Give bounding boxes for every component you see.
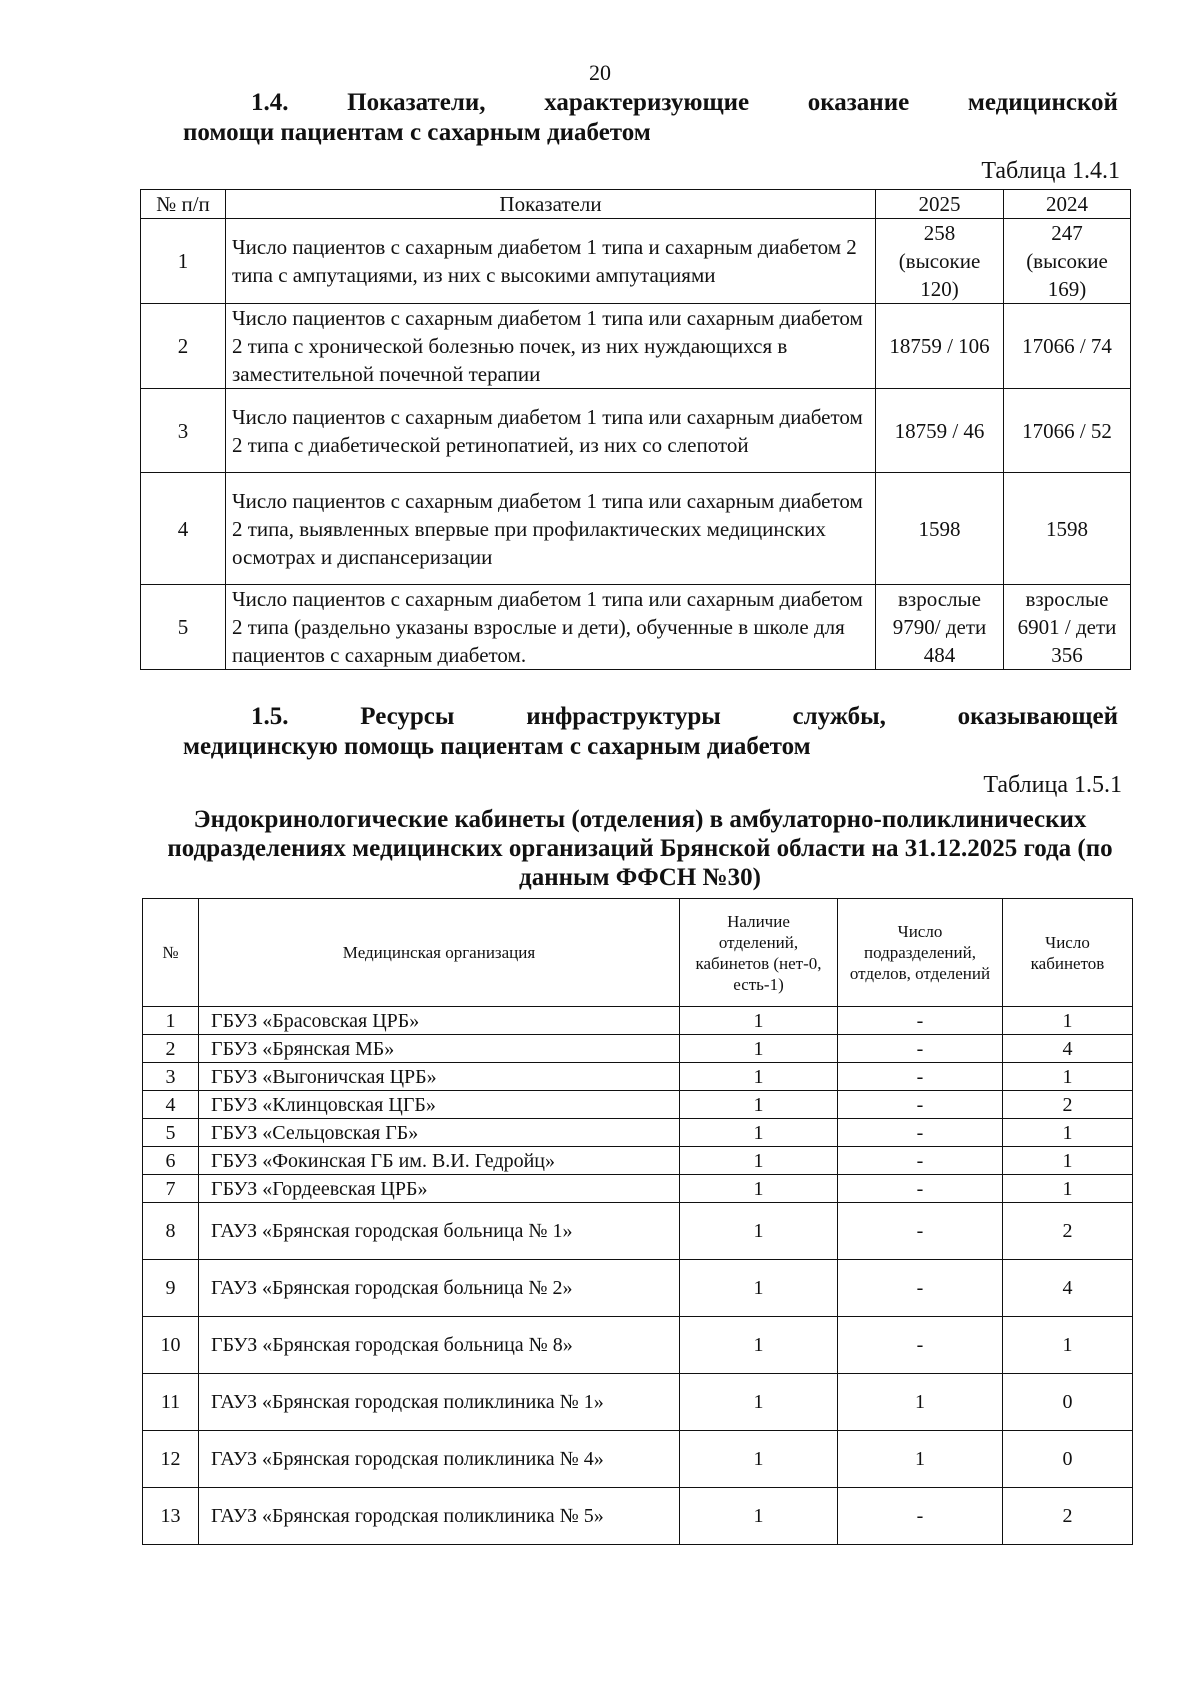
- row-number: 9: [143, 1260, 199, 1317]
- heading-word: характеризующие: [544, 89, 750, 116]
- table-row: [143, 1091, 1133, 1119]
- value-2025: взрослые 9790/ дети 484: [876, 585, 1004, 670]
- row-number: 8: [143, 1203, 199, 1260]
- row-number: 2: [141, 304, 226, 389]
- table-row: [141, 473, 1131, 585]
- table-row: [143, 1203, 1133, 1260]
- cabinets-table: [142, 898, 1133, 1545]
- presence-value: 1: [680, 1317, 838, 1374]
- departments-value: -: [838, 1091, 1003, 1119]
- value-2025: 258 (высокие 120): [876, 219, 1004, 304]
- row-number: 3: [143, 1063, 199, 1091]
- heading-word: службы,: [792, 703, 886, 730]
- table-row: [143, 1035, 1133, 1063]
- departments-value: -: [838, 1035, 1003, 1063]
- row-number: 5: [141, 585, 226, 670]
- presence-value: 1: [680, 1091, 838, 1119]
- table-header-row: [143, 899, 1133, 1007]
- departments-value: -: [838, 1175, 1003, 1203]
- table-title: Эндокринологические кабинеты (отделения) в амбулаторно-поликлинических подразделениях медицинских организаций Брянской области на 31.12.2025 года (по данным ФФСН №30): [167, 806, 1113, 891]
- presence-value: 1: [680, 1260, 838, 1317]
- presence-value: 1: [680, 1431, 838, 1488]
- table-row: [143, 1175, 1133, 1203]
- organization-name: ГАУЗ «Брянская городская поликлиника № 4»: [199, 1431, 680, 1488]
- heading-line-2: помощи пациентам с сахарным диабетом: [183, 119, 651, 146]
- value-2024: 1598: [1004, 473, 1131, 585]
- value-2025: 18759 / 46: [876, 389, 1004, 473]
- organization-name: ГБУЗ «Брянская МБ»: [199, 1035, 680, 1063]
- table-row: [143, 1119, 1133, 1147]
- row-number: 3: [141, 389, 226, 473]
- organization-name: ГАУЗ «Брянская городская больница № 1»: [199, 1203, 680, 1260]
- value-2024: 247 (высокие 169): [1004, 219, 1131, 304]
- table-row: [143, 1317, 1133, 1374]
- header-cell: Показатели: [226, 190, 876, 219]
- presence-value: 1: [680, 1147, 838, 1175]
- row-number: 10: [143, 1317, 199, 1374]
- organization-name: ГАУЗ «Брянская городская поликлиника № 5»: [199, 1488, 680, 1545]
- indicator-text: Число пациентов с сахарным диабетом 1 типа или сахарным диабетом 2 типа (раздельно указаны взрослые и дети), обученные в школе для пациентов с сахарным диабетом.: [226, 585, 876, 670]
- presence-value: 1: [680, 1203, 838, 1260]
- departments-value: -: [838, 1063, 1003, 1091]
- heading-word: оказание: [807, 89, 910, 116]
- row-number: 5: [143, 1119, 199, 1147]
- cabinets-value: 0: [1003, 1431, 1133, 1488]
- organization-name: ГБУЗ «Фокинская ГБ им. В.И. Гедройц»: [199, 1147, 680, 1175]
- value-2025: 18759 / 106: [876, 304, 1004, 389]
- value-2024: 17066 / 52: [1004, 389, 1131, 473]
- cabinets-value: 4: [1003, 1035, 1133, 1063]
- departments-value: -: [838, 1317, 1003, 1374]
- organization-name: ГБУЗ «Брянская городская больница № 8»: [199, 1317, 680, 1374]
- heading-word: 1.4.: [251, 89, 289, 116]
- table-row: [143, 1374, 1133, 1431]
- cabinets-value: 1: [1003, 1119, 1133, 1147]
- cabinets-value: 1: [1003, 1175, 1133, 1203]
- heading-word: Ресурсы: [360, 703, 455, 730]
- table-row: [141, 219, 1131, 304]
- cabinets-value: 0: [1003, 1374, 1133, 1431]
- value-2024: 17066 / 74: [1004, 304, 1131, 389]
- value-2025: 1598: [876, 473, 1004, 585]
- departments-value: 1: [838, 1431, 1003, 1488]
- indicator-text: Число пациентов с сахарным диабетом 1 типа или сахарным диабетом 2 типа, выявленных впервые при профилактических медицинских осмотрах и диспансеризации: [226, 473, 876, 585]
- heading-line-2: медицинскую помощь пациентам с сахарным диабетом: [183, 733, 811, 760]
- header-cell: №: [143, 899, 199, 1007]
- cabinets-value: 2: [1003, 1488, 1133, 1545]
- header-cell: 2025: [876, 190, 1004, 219]
- header-cell: Медицинская организация: [199, 899, 680, 1007]
- section-1-5-heading: [183, 702, 1118, 762]
- heading-word: медицинской: [967, 89, 1118, 116]
- cabinets-value: 4: [1003, 1260, 1133, 1317]
- organization-name: ГАУЗ «Брянская городская больница № 2»: [199, 1260, 680, 1317]
- table-row: [143, 1260, 1133, 1317]
- departments-value: -: [838, 1488, 1003, 1545]
- header-cell: Наличие отделений, кабинетов (нет-0, есть-1): [680, 899, 838, 1007]
- presence-value: 1: [680, 1119, 838, 1147]
- table-row: [143, 1063, 1133, 1091]
- row-number: 2: [143, 1035, 199, 1063]
- departments-value: -: [838, 1203, 1003, 1260]
- presence-value: 1: [680, 1488, 838, 1545]
- organization-name: ГБУЗ «Клинцовская ЦГБ»: [199, 1091, 680, 1119]
- indicators-table: [140, 189, 1131, 670]
- cabinets-value: 1: [1003, 1007, 1133, 1035]
- departments-value: -: [838, 1260, 1003, 1317]
- row-number: 1: [143, 1007, 199, 1035]
- cabinets-value: 1: [1003, 1147, 1133, 1175]
- row-number: 7: [143, 1175, 199, 1203]
- heading-word: оказывающей: [957, 703, 1118, 730]
- header-cell: Число подразделений, отделов, отделений: [838, 899, 1003, 1007]
- header-cell: № п/п: [141, 190, 226, 219]
- cabinets-value: 1: [1003, 1317, 1133, 1374]
- presence-value: 1: [680, 1007, 838, 1035]
- organization-name: ГБУЗ «Выгоничская ЦРБ»: [199, 1063, 680, 1091]
- cabinets-value: 2: [1003, 1091, 1133, 1119]
- table-header-row: [141, 190, 1131, 219]
- departments-value: 1: [838, 1374, 1003, 1431]
- page-number: 20: [589, 60, 611, 85]
- organization-name: ГБУЗ «Брасовская ЦРБ»: [199, 1007, 680, 1035]
- table-row: [143, 1431, 1133, 1488]
- header-cell: 2024: [1004, 190, 1131, 219]
- organization-name: ГАУЗ «Брянская городская поликлиника № 1»: [199, 1374, 680, 1431]
- presence-value: 1: [680, 1035, 838, 1063]
- row-number: 4: [143, 1091, 199, 1119]
- table-row: [141, 585, 1131, 670]
- organization-name: ГБУЗ «Гордеевская ЦРБ»: [199, 1175, 680, 1203]
- row-number: 11: [143, 1374, 199, 1431]
- row-number: 4: [141, 473, 226, 585]
- row-number: 12: [143, 1431, 199, 1488]
- table-row: [141, 304, 1131, 389]
- row-number: 1: [141, 219, 226, 304]
- row-number: 13: [143, 1488, 199, 1545]
- table-row: [143, 1147, 1133, 1175]
- departments-value: -: [838, 1147, 1003, 1175]
- indicator-text: Число пациентов с сахарным диабетом 1 типа и сахарным диабетом 2 типа с ампутациями, из них с высокими ампутациями: [226, 219, 876, 304]
- cabinets-value: 2: [1003, 1203, 1133, 1260]
- departments-value: -: [838, 1119, 1003, 1147]
- departments-value: -: [838, 1007, 1003, 1035]
- heading-word: инфраструктуры: [526, 703, 721, 730]
- table-row: [143, 1007, 1133, 1035]
- table-caption-1-5-1: Таблица 1.5.1: [983, 772, 1122, 798]
- row-number: 6: [143, 1147, 199, 1175]
- indicator-text: Число пациентов с сахарным диабетом 1 типа или сахарным диабетом 2 типа с хронической болезнью почек, из них нуждающихся в заместительной почечной терапии: [226, 304, 876, 389]
- heading-word: Показатели,: [347, 89, 486, 116]
- table-row: [143, 1488, 1133, 1545]
- organization-name: ГБУЗ «Сельцовская ГБ»: [199, 1119, 680, 1147]
- cabinets-value: 1: [1003, 1063, 1133, 1091]
- section-1-4-heading: [183, 88, 1118, 148]
- presence-value: 1: [680, 1374, 838, 1431]
- presence-value: 1: [680, 1175, 838, 1203]
- indicator-text: Число пациентов с сахарным диабетом 1 типа или сахарным диабетом 2 типа с диабетической ретинопатией, из них со слепотой: [226, 389, 876, 473]
- value-2024: взрослые 6901 / дети 356: [1004, 585, 1131, 670]
- presence-value: 1: [680, 1063, 838, 1091]
- table-row: [141, 389, 1131, 473]
- table-caption-1-4-1: Таблица 1.4.1: [981, 158, 1120, 184]
- header-cell: Число кабинетов: [1003, 899, 1133, 1007]
- heading-word: 1.5.: [251, 703, 289, 730]
